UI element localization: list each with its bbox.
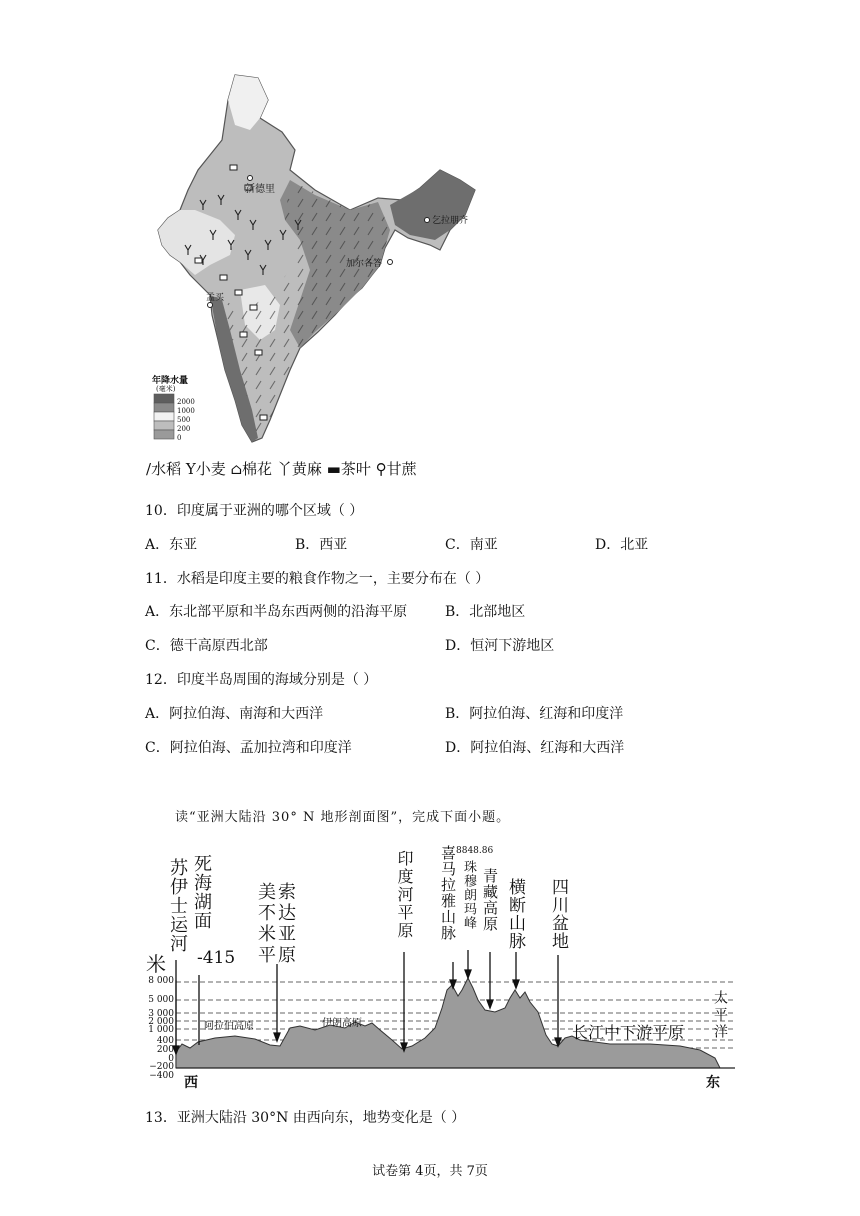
label-himalaya: 喜马拉雅山脉 bbox=[439, 845, 457, 941]
legend-value: 1000 bbox=[177, 407, 195, 415]
question-10 bbox=[145, 502, 363, 520]
profile-unit: 米 bbox=[146, 952, 166, 976]
question-text: 亚洲大陆沿 30°N 由西向东，地势变化是（ ） bbox=[176, 1110, 466, 1126]
y-tick: −200 bbox=[149, 1062, 174, 1072]
rice-legend-icon: / bbox=[146, 460, 152, 478]
city-mumbai: 孟买 bbox=[206, 293, 225, 303]
label-hengduan: 横断山脉 bbox=[505, 878, 525, 950]
question-number: 10． bbox=[145, 503, 177, 519]
legend-value: 200 bbox=[177, 425, 191, 433]
question-13 bbox=[145, 1109, 465, 1127]
q11-option-d[interactable]: D．恒河下游地区 bbox=[445, 638, 555, 654]
q12-option-c[interactable]: C．阿拉伯海、孟加拉湾和印度洋 bbox=[145, 740, 352, 756]
city-new-delhi: 新德里 bbox=[245, 184, 275, 195]
precip-legend-values bbox=[177, 398, 195, 443]
q12-option-d[interactable]: D．阿拉伯海、红海和大西洋 bbox=[445, 740, 625, 756]
y-tick: 8 000 bbox=[148, 976, 174, 986]
legend-value: 0 bbox=[177, 434, 182, 442]
india-precipitation-crop-map bbox=[140, 70, 495, 482]
question-number: 11． bbox=[145, 571, 177, 587]
label-dead-sea-value: -415 bbox=[197, 948, 236, 968]
profile-intro: 读“亚洲大陆沿 30° N 地形剖面图”，完成下面小题。 bbox=[175, 810, 511, 825]
jute-legend-label: 黄麻 bbox=[291, 460, 322, 478]
sugarcane-legend-label: 甘蔗 bbox=[386, 460, 417, 478]
q11-option-c[interactable]: C．德干高原西北部 bbox=[145, 638, 268, 654]
label-west: 西 bbox=[184, 1075, 198, 1091]
city-kolkata: 加尔各答 bbox=[346, 259, 383, 269]
profile-y-ticks bbox=[146, 977, 174, 986]
terrain-profile-30n bbox=[140, 840, 740, 1095]
question-text: 印度半岛周围的海域分别是（ ） bbox=[176, 672, 378, 688]
question-text: 印度属于亚洲的哪个区域（ ） bbox=[176, 503, 364, 519]
precip-legend-unit: (毫米) bbox=[156, 385, 176, 393]
precip-legend-title: 年降水量 bbox=[152, 376, 189, 386]
q11-option-b[interactable]: B．北部地区 bbox=[445, 604, 526, 620]
city-cherrapunji: 乞拉朋齐 bbox=[432, 216, 469, 226]
q12-option-b[interactable]: B．阿拉伯海、红海和印度洋 bbox=[445, 706, 624, 722]
wheat-legend-icon: Y bbox=[185, 460, 196, 478]
y-tick: 1 000 bbox=[148, 1025, 174, 1035]
y-tick: 200 bbox=[156, 1045, 174, 1055]
jute-legend-icon: 丫 bbox=[276, 460, 292, 478]
rice-legend-label: 水稻 bbox=[151, 460, 182, 478]
label-dead-sea: 死海湖面 bbox=[191, 854, 212, 930]
y-tick: 0 bbox=[168, 1054, 174, 1064]
y-tick: 3 000 bbox=[148, 1009, 174, 1019]
high-rain-northeast bbox=[390, 170, 475, 240]
label-yangtze-plain: 长江中下游平原 bbox=[572, 1023, 685, 1042]
y-tick: −400 bbox=[149, 1071, 174, 1081]
q10-option-c[interactable]: C．南亚 bbox=[445, 537, 498, 553]
label-tibet-plateau: 青藏高原 bbox=[481, 868, 499, 932]
label-indus-plain: 印度河平原 bbox=[395, 850, 414, 940]
question-text: 水稻是印度主要的粮食作物之一，主要分布在（ ） bbox=[176, 571, 490, 587]
label-east: 东 bbox=[706, 1075, 720, 1091]
y-tick: 5 000 bbox=[148, 995, 174, 1005]
q10-option-b[interactable]: B．西亚 bbox=[295, 537, 348, 553]
cotton-legend-label: 棉花 bbox=[242, 460, 273, 478]
label-mesopotamia: 美索不达米亚平原 bbox=[258, 882, 298, 966]
question-number: 13． bbox=[145, 1110, 177, 1126]
precip-legend-swatches bbox=[154, 394, 174, 439]
label-iran-plateau: 伊朗高原 bbox=[322, 1018, 362, 1029]
y-tick: 400 bbox=[156, 1036, 174, 1046]
label-everest-value: 8848.86 bbox=[456, 846, 494, 856]
page-footer: 试卷第 4页，共 7页 bbox=[372, 1164, 488, 1179]
question-number: 12． bbox=[145, 672, 177, 688]
cotton-legend-icon: ⌂ bbox=[230, 460, 243, 478]
q12-option-a[interactable]: A．阿拉伯海、南海和大西洋 bbox=[145, 706, 324, 722]
y-tick: 2 000 bbox=[148, 1017, 174, 1027]
question-12 bbox=[145, 671, 377, 689]
q10-option-d[interactable]: D．北亚 bbox=[595, 537, 649, 553]
legend-value: 500 bbox=[177, 416, 191, 424]
tea-legend-icon: ▬ bbox=[326, 460, 341, 478]
q10-option-a[interactable]: A．东亚 bbox=[145, 537, 198, 553]
label-everest: 珠穆朗玛峰 bbox=[461, 860, 476, 930]
wheat-legend-label: 小麦 bbox=[195, 460, 226, 478]
tea-legend-label: 茶叶 bbox=[340, 460, 371, 478]
sugarcane-legend-icon: ⚲ bbox=[375, 460, 387, 478]
label-arabian-plateau: 阿拉伯高原 bbox=[204, 1021, 254, 1032]
label-sichuan-basin: 四川盆地 bbox=[548, 878, 568, 950]
crop-legend bbox=[146, 458, 417, 479]
label-suez-canal: 苏伊士运河 bbox=[167, 858, 188, 953]
label-pacific: 太平洋 bbox=[712, 990, 728, 1041]
q11-option-a[interactable]: A．东北部平原和半岛东西两侧的沿海平原 bbox=[145, 604, 408, 620]
question-11 bbox=[145, 570, 489, 588]
legend-value: 2000 bbox=[177, 398, 195, 406]
